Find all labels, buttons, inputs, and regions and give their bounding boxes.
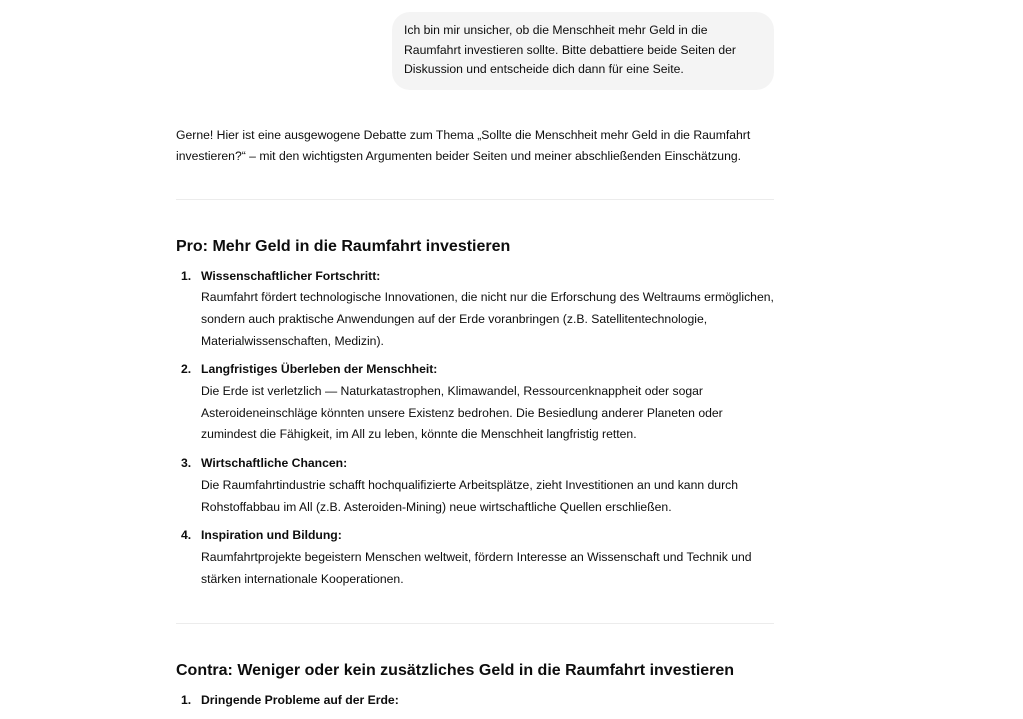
pro-item (176, 359, 774, 446)
list-number: 1. (181, 693, 192, 708)
list-number: 4. (181, 528, 192, 543)
section-divider (176, 623, 774, 624)
user-message-bubble: Ich bin mir unsicher, ob die Menschheit mehr Geld in die Raumfahrt investieren sollte. Bitte debattiere beide Seiten der Diskussion und entscheide dich dann für eine Seite. (392, 12, 774, 90)
contra-item-title: Dringende Probleme auf der Erde: (201, 693, 399, 708)
pro-item-body: Die Erde ist verletzlich — Naturkatastrophen, Klimawandel, Ressourcenknappheit oder sogar Asteroideneinschläge könnten unsere Existenz bedrohen. Die Besiedlung anderer Planeten oder zumindest die Fähigkeit, im All zu leben, könnte die Menschheit langfristig retten. (201, 384, 723, 442)
user-message-row (176, 0, 774, 90)
list-number: 2. (181, 362, 192, 377)
assistant-message (176, 125, 774, 713)
pro-item-body: Raumfahrt fördert technologische Innovationen, die nicht nur die Erforschung des Weltraums ermöglichen, sondern auch praktische Anwendungen auf der Erde voranbringen (z.B. Satellitentechnologie, Materialwissenschaften, Medizin). (201, 290, 774, 348)
pro-list (176, 266, 774, 591)
pro-item-title: Wissenschaftlicher Fortschritt: (201, 268, 381, 283)
contra-list (176, 690, 774, 712)
pro-item-title: Inspiration und Bildung: (201, 528, 342, 543)
pro-item-title: Langfristiges Überleben der Menschheit: (201, 362, 438, 377)
pro-item (176, 266, 774, 353)
pro-item-body: Raumfahrtprojekte begeistern Menschen weltweit, fördern Interesse an Wissenschaft und Technik und stärken internationale Kooperationen. (201, 549, 752, 586)
pro-item-title: Wirtschaftliche Chancen: (201, 456, 348, 471)
pro-item (176, 525, 774, 590)
assistant-intro: Gerne! Hier ist eine ausgewogene Debatte zum Thema „Sollte die Menschheit mehr Geld in die Raumfahrt investieren?“ – mit den wichtigsten Argumenten beider Seiten und meiner abschließenden Einschätzung. (176, 127, 751, 163)
pro-item-body: Die Raumfahrtindustrie schafft hochqualifizierte Arbeitsplätze, zieht Investitionen an und kann durch Rohstoffabbau im All (z.B. Asteroiden-Mining) neue wirtschaftliche Quellen erschließen. (201, 477, 739, 514)
list-number: 1. (181, 268, 192, 283)
section-divider (176, 199, 774, 200)
conversation-thread (176, 0, 774, 719)
pro-heading: Pro: Mehr Geld in die Raumfahrt investieren (176, 237, 511, 255)
list-number: 3. (181, 456, 192, 471)
contra-item (176, 690, 774, 712)
contra-heading: Contra: Weniger oder kein zusätzliches Geld in die Raumfahrt investieren (176, 662, 735, 680)
pro-item (176, 453, 774, 518)
